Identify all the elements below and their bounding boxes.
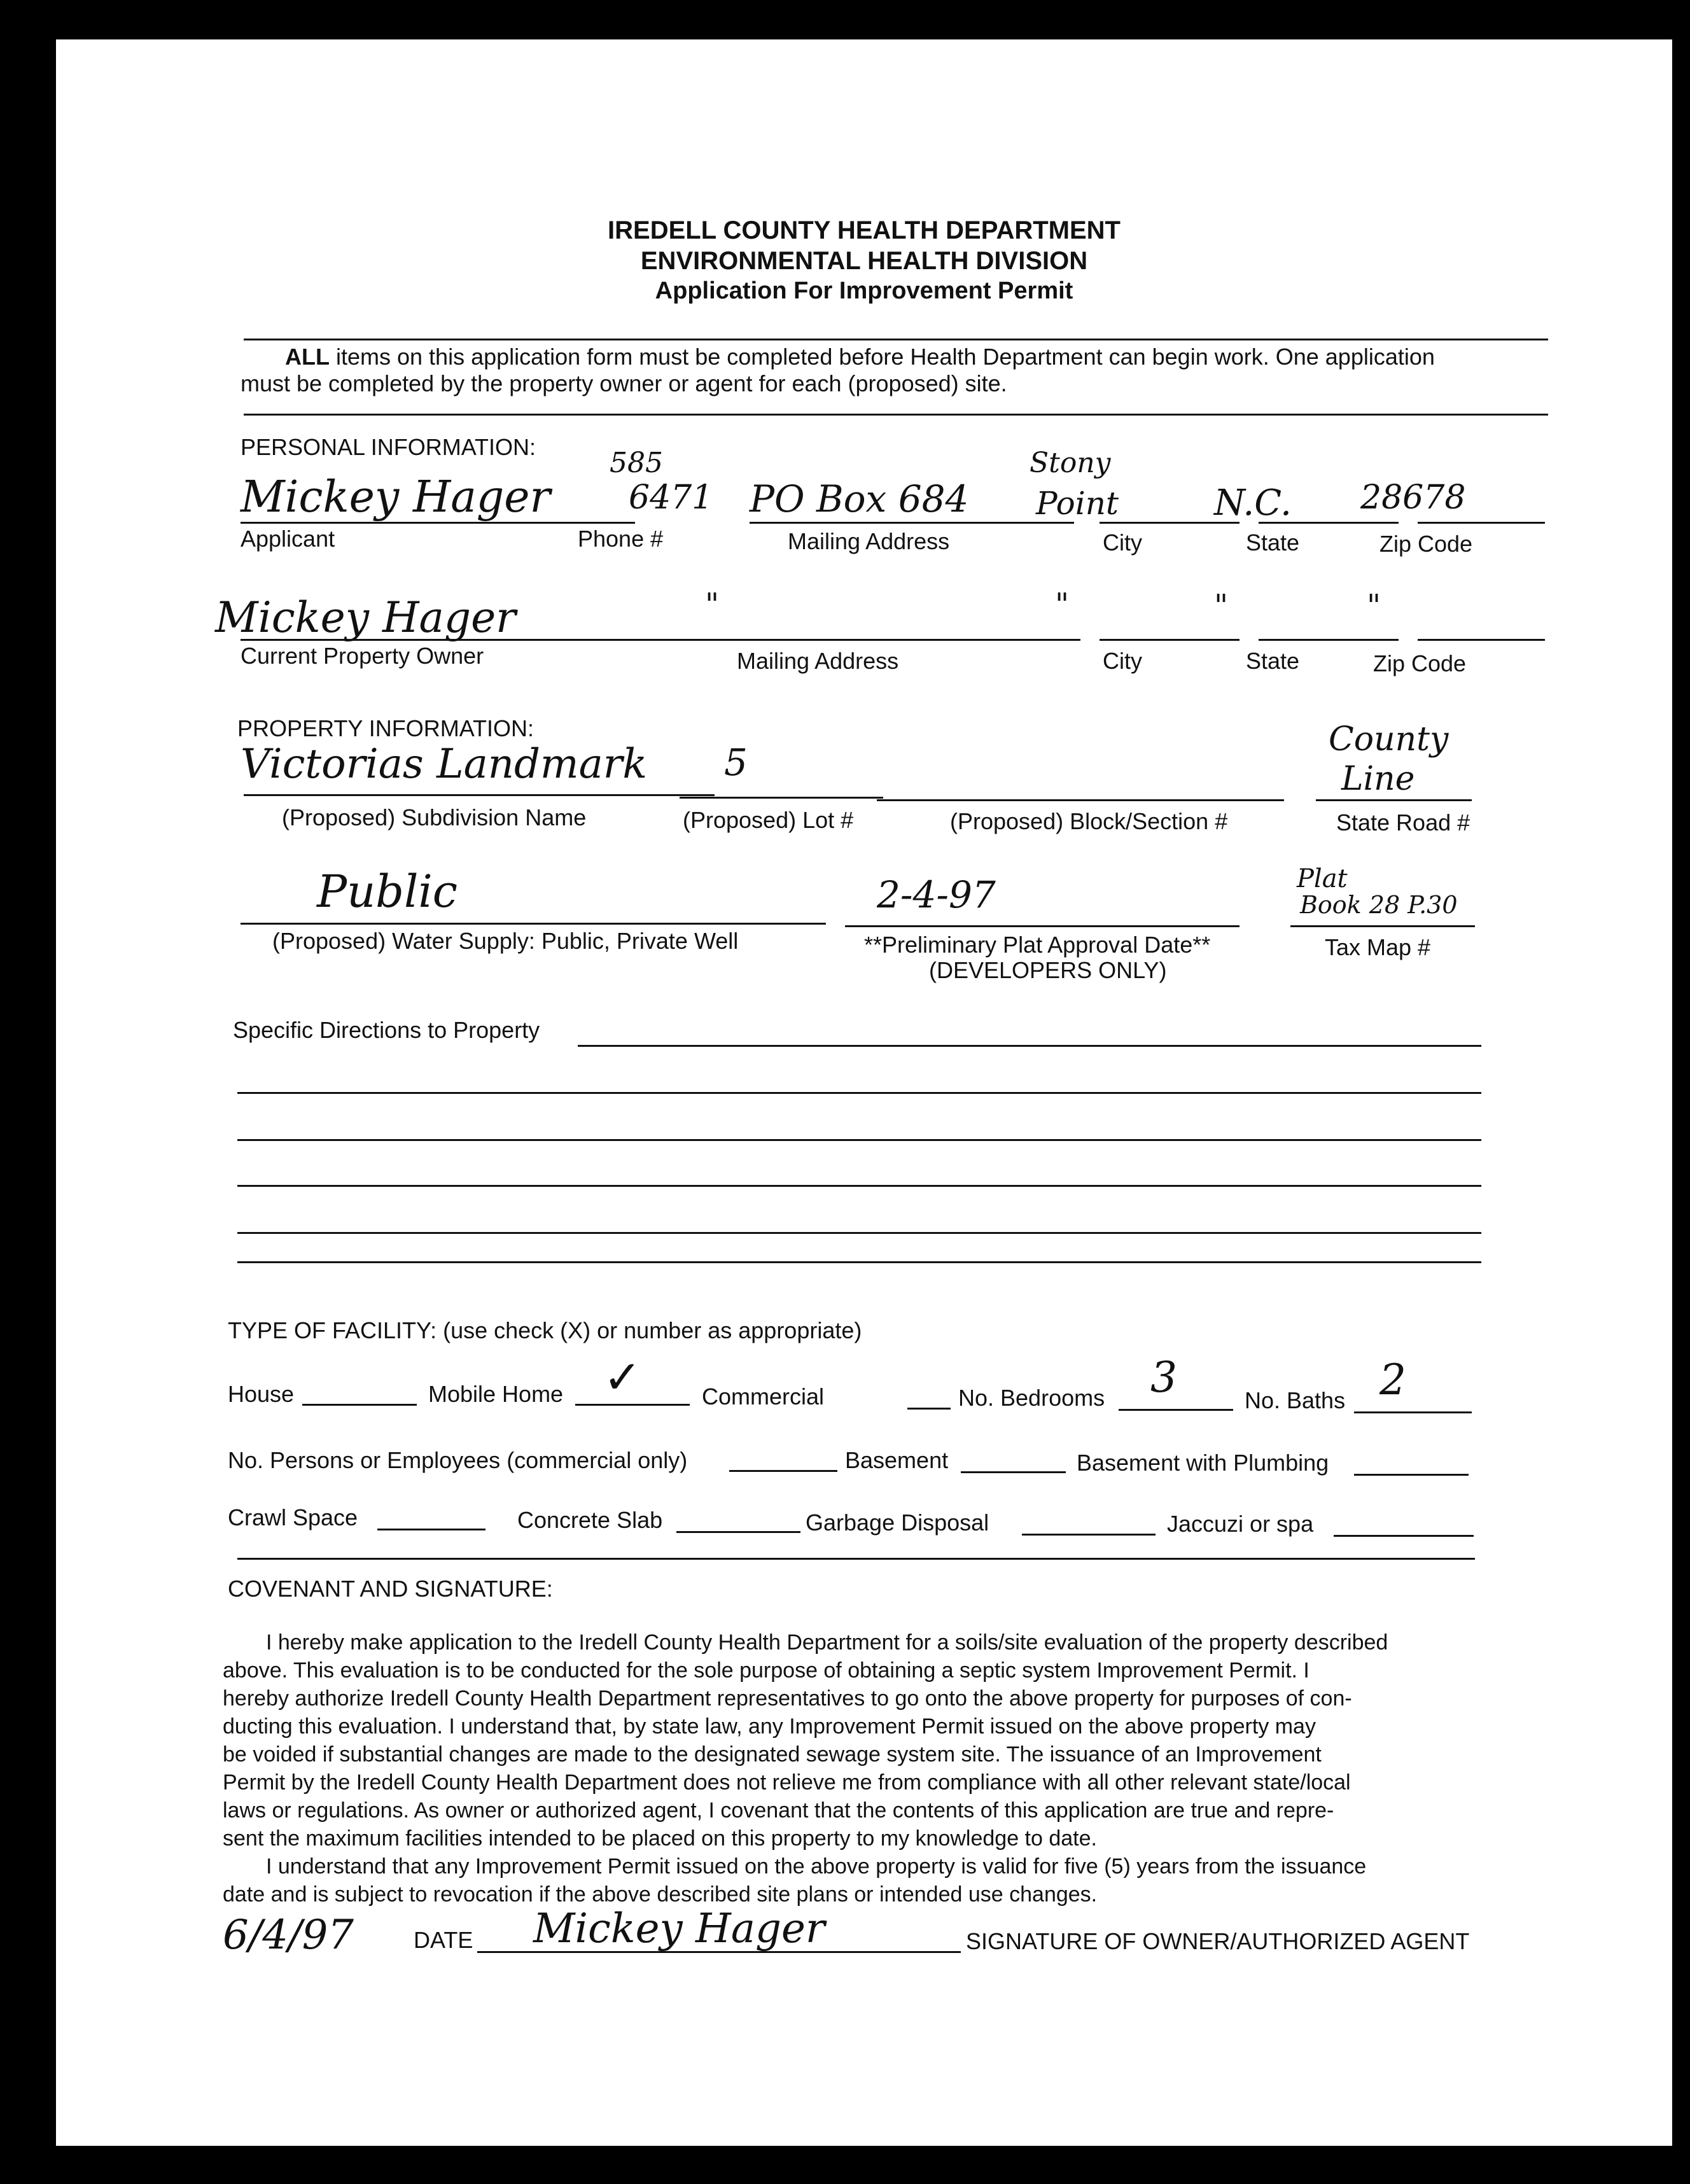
section-type-of-facility: TYPE OF FACILITY: (use check (X) or number as appropriate)	[228, 1317, 862, 1343]
date-label: DATE	[414, 1927, 473, 1953]
concrete-slab-label: Concrete Slab	[517, 1507, 663, 1533]
form-title-application: Application For Improvement Permit	[655, 277, 1073, 304]
city-line	[1100, 522, 1240, 524]
covenant-line: laws or regulations. As owner or authorized agent, I covenant that the contents of this application are true and repre-	[223, 1798, 1334, 1823]
bedrooms-value: 3	[1150, 1353, 1177, 1402]
divider	[237, 1558, 1475, 1560]
section-personal-information: PERSONAL INFORMATION:	[241, 434, 536, 460]
owner-city-label: City	[1103, 648, 1142, 674]
signature-date-value: 6/4/97	[223, 1912, 354, 1959]
developers-only-label: (DEVELOPERS ONLY)	[929, 957, 1167, 983]
tax-map-value-line1: Plat	[1297, 864, 1348, 893]
covenant-line: be voided if substantial changes are made to the designated sewage system site. The issuance of an Improvement	[223, 1742, 1322, 1767]
owner-label: Current Property Owner	[241, 643, 484, 669]
commercial-line	[907, 1408, 951, 1410]
owner-state-line	[1259, 639, 1399, 641]
plat-approval-date-value: 2-4-97	[877, 873, 996, 916]
applicant-name-value: Mickey Hager	[241, 472, 551, 522]
owner-name-value: Mickey Hager	[215, 593, 516, 642]
mobile-home-label: Mobile Home	[428, 1381, 564, 1407]
mobile-home-line	[575, 1404, 690, 1406]
water-supply-line	[241, 923, 826, 925]
plat-approval-date-label: **Preliminary Plat Approval Date**	[864, 932, 1211, 958]
owner-zip-value: "	[1367, 588, 1381, 624]
concrete-slab-line	[676, 1531, 800, 1533]
signature-label: SIGNATURE OF OWNER/AUTHORIZED AGENT	[966, 1928, 1470, 1954]
covenant-line: sent the maximum facilities intended to be placed on this property to my knowledge to date.	[223, 1826, 1097, 1851]
basement-plumbing-line	[1354, 1474, 1469, 1476]
owner-state-label: State	[1246, 648, 1300, 674]
jaccuzi-line	[1334, 1535, 1474, 1537]
state-road-label: State Road #	[1336, 809, 1470, 836]
subdivision-name-value: Victorias Landmark	[241, 741, 648, 788]
applicant-label: Applicant	[241, 526, 335, 552]
covenant-line: hereby authorize Iredell County Health Department representatives to go onto the above property for purposes of con-	[223, 1686, 1352, 1711]
owner-mailing-line	[641, 639, 1080, 641]
garbage-disposal-line	[1022, 1534, 1156, 1536]
form-title-division: ENVIRONMENTAL HEALTH DIVISION	[640, 247, 1088, 275]
crawl-space-line	[377, 1529, 485, 1530]
covenant-line: above. This evaluation is to be conducted for the sole purpose of obtaining a septic system Improvement Permit. I	[223, 1658, 1309, 1683]
owner-state-value: "	[1214, 588, 1229, 624]
garbage-disposal-label: Garbage Disposal	[806, 1509, 989, 1536]
lot-label: (Proposed) Lot #	[683, 807, 854, 833]
water-supply-value: Public	[317, 865, 457, 918]
directions-line-2	[237, 1092, 1481, 1094]
tax-map-value-line2: Book 28 P.30	[1300, 891, 1458, 919]
form-title-department: IREDELL COUNTY HEALTH DEPARTMENT	[608, 216, 1121, 244]
subdivision-label: (Proposed) Subdivision Name	[282, 804, 587, 830]
crawl-space-label: Crawl Space	[228, 1504, 358, 1530]
applicant-zip-value: 28678	[1360, 479, 1466, 517]
lot-value: 5	[724, 741, 748, 784]
applicant-city-value-line1: Stony	[1030, 447, 1111, 479]
phone-value: 6471	[629, 479, 713, 517]
owner-city-line	[1100, 639, 1240, 641]
intro-line-2: must be completed by the property owner or agent for each (proposed) site.	[241, 370, 1007, 396]
tax-map-label: Tax Map #	[1325, 934, 1431, 960]
lot-line	[680, 797, 883, 799]
persons-label: No. Persons or Employees (commercial only)	[228, 1447, 688, 1473]
directions-line-6	[237, 1261, 1481, 1263]
water-supply-label: (Proposed) Water Supply: Public, Private Well	[272, 928, 739, 954]
block-label: (Proposed) Block/Section #	[950, 808, 1228, 834]
owner-line	[241, 639, 673, 641]
state-road-value-line1: County	[1329, 720, 1449, 759]
persons-line	[729, 1470, 837, 1472]
section-covenant: COVENANT AND SIGNATURE:	[228, 1576, 553, 1602]
directions-line-4	[237, 1185, 1481, 1187]
owner-city-value: "	[1055, 587, 1070, 622]
mailing-address-line	[750, 522, 1074, 524]
section-property-information: PROPERTY INFORMATION:	[237, 715, 534, 741]
applicant-line	[241, 522, 635, 524]
basement-plumbing-label: Basement with Plumbing	[1077, 1450, 1329, 1476]
owner-signature: Mickey Hager	[533, 1905, 825, 1952]
mailing-address-label: Mailing Address	[788, 528, 950, 554]
zip-label: Zip Code	[1379, 531, 1473, 557]
zip-line	[1418, 522, 1545, 524]
baths-label: No. Baths	[1245, 1387, 1346, 1413]
state-road-value-line2: Line	[1341, 760, 1415, 798]
applicant-state-value: N.C.	[1214, 482, 1292, 524]
plat-date-line	[845, 925, 1240, 927]
baths-value: 2	[1379, 1355, 1406, 1404]
basement-line	[961, 1471, 1066, 1473]
baths-line	[1354, 1411, 1472, 1413]
covenant-line: ducting this evaluation. I understand that, by state law, any Improvement Permit issued on the above property may	[223, 1714, 1316, 1739]
block-line	[877, 799, 1284, 801]
owner-mailing-value: "	[705, 587, 720, 622]
covenant-line: I hereby make application to the Iredell County Health Department for a soils/site evaluation of the property described	[266, 1630, 1388, 1655]
directions-label: Specific Directions to Property	[233, 1017, 540, 1043]
mailing-address-value: PO Box 684	[750, 477, 969, 521]
bedrooms-label: No. Bedrooms	[958, 1385, 1105, 1411]
tax-map-line	[1290, 925, 1475, 927]
divider	[244, 414, 1548, 416]
signature-line	[477, 1951, 961, 1953]
phone-label: Phone #	[578, 526, 664, 552]
basement-label: Basement	[845, 1447, 949, 1473]
owner-zip-line	[1418, 639, 1545, 641]
bedrooms-line	[1119, 1409, 1233, 1411]
covenant-line: I understand that any Improvement Permit issued on the above property is valid for five (5) years from the issuance	[266, 1854, 1367, 1879]
house-label: House	[228, 1381, 295, 1407]
state-label: State	[1246, 529, 1300, 556]
jaccuzi-label: Jaccuzi or spa	[1167, 1511, 1314, 1537]
directions-line-5	[237, 1232, 1481, 1234]
house-line	[302, 1404, 417, 1406]
intro-line-1: ALL items on this application form must be completed before Health Department can begin work. One application	[285, 344, 1435, 370]
covenant-line: Permit by the Iredell County Health Department does not relieve me from compliance with all other relevant state/local	[223, 1770, 1351, 1795]
directions-line-1	[578, 1045, 1481, 1047]
state-road-line	[1316, 799, 1472, 801]
commercial-label: Commercial	[702, 1383, 825, 1410]
city-label: City	[1103, 529, 1142, 556]
state-line	[1259, 522, 1399, 524]
application-form-page	[56, 39, 1672, 2146]
subdivision-line	[244, 794, 715, 796]
owner-mailing-label: Mailing Address	[737, 648, 899, 674]
mobile-home-check: ✓	[603, 1350, 642, 1404]
divider	[244, 339, 1548, 340]
owner-zip-label: Zip Code	[1373, 650, 1467, 676]
applicant-city-value-line2: Point	[1036, 485, 1119, 522]
directions-line-3	[237, 1139, 1481, 1141]
covenant-line: date and is subject to revocation if the above described site plans or intended use changes.	[223, 1882, 1098, 1907]
phone-prefix-value: 585	[610, 447, 663, 479]
